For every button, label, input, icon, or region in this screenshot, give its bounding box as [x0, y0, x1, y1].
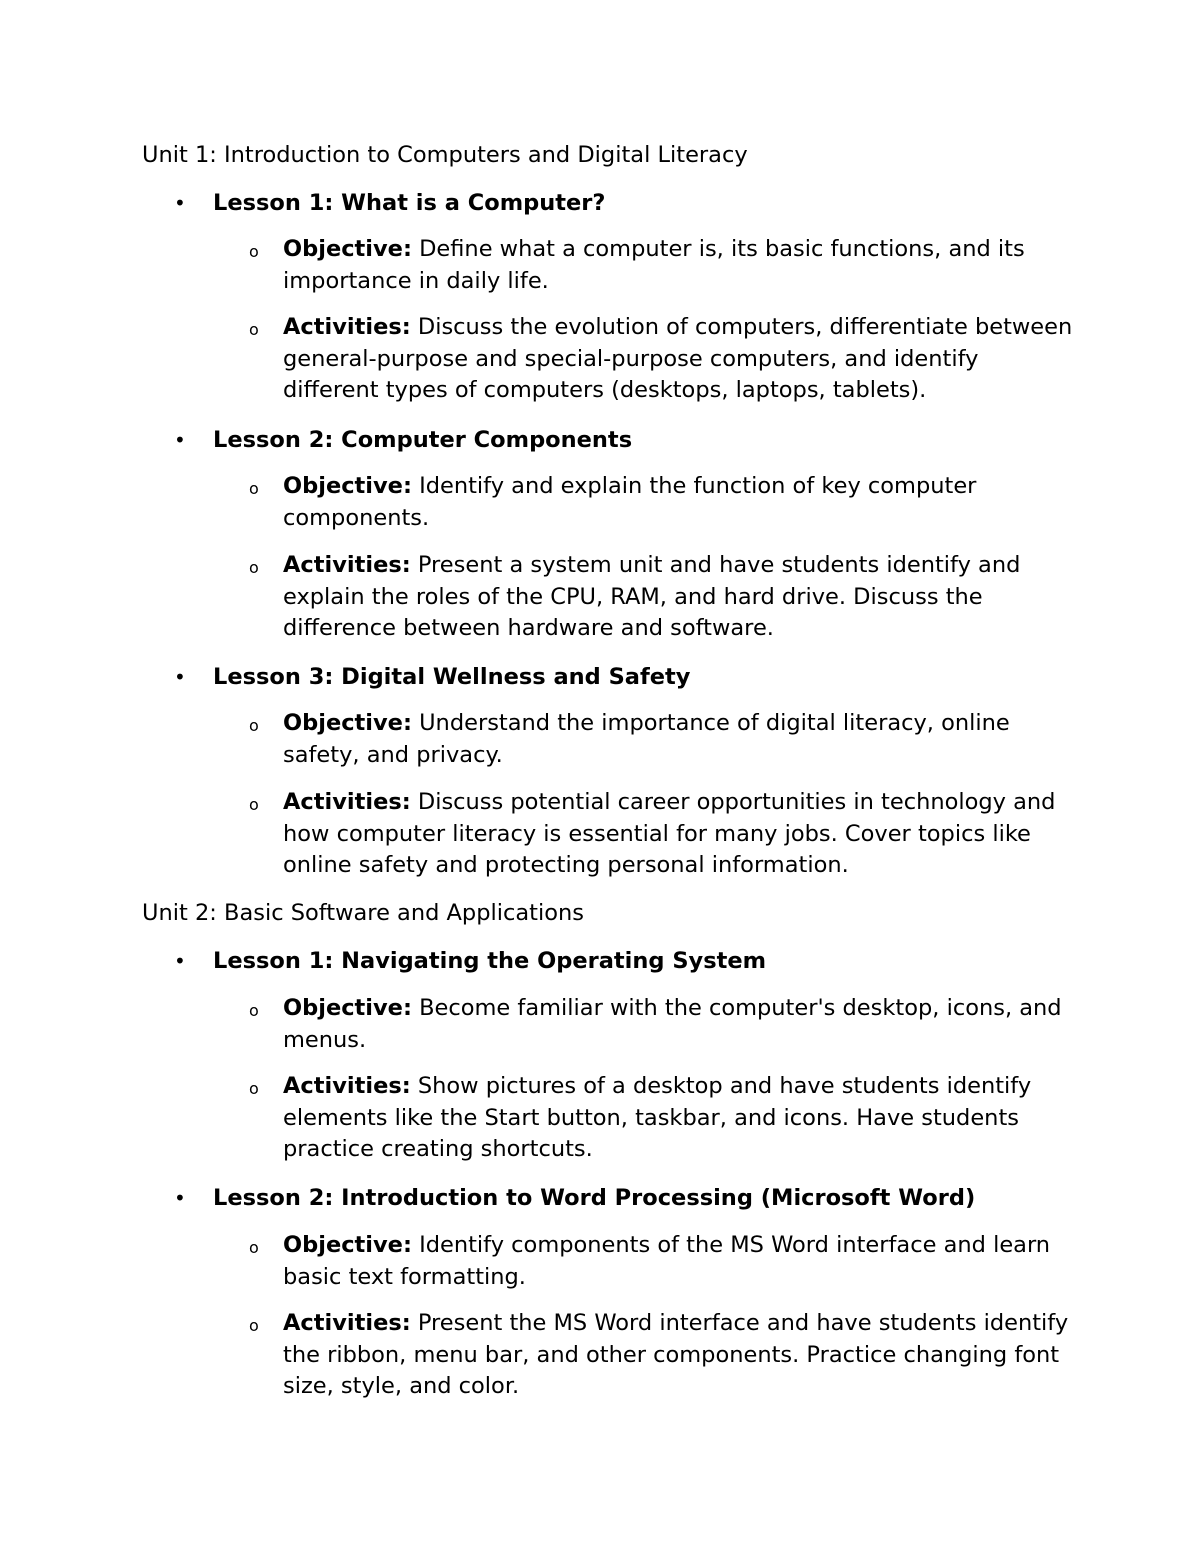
lesson-title: Lesson 1: What is a Computer?	[213, 190, 606, 216]
item-label: Objective:	[283, 710, 412, 736]
item-text	[283, 550, 1073, 645]
bullet-icon: •	[174, 428, 186, 452]
item-text	[283, 1308, 1073, 1403]
item-text	[283, 1071, 1073, 1166]
sub-bullet-icon: o	[249, 1001, 259, 1020]
item-body: Identify components of the MS Word interface and learn basic text formatting.	[283, 1232, 1051, 1290]
lesson-title: Lesson 3: Digital Wellness and Safety	[213, 664, 691, 690]
item-body: Discuss the evolution of computers, differentiate between general-purpose and special-purpose computers, and identify different types of computers (desktops, laptops, tablets).	[283, 314, 1073, 403]
bullet-icon: •	[174, 1186, 186, 1210]
item-text	[283, 787, 1073, 882]
item-text	[283, 993, 1073, 1056]
item-body: Show pictures of a desktop and have students identify elements like the Start button, taskbar, and icons. Have students practice creating shortcuts.	[283, 1073, 1032, 1162]
item-body: Discuss potential career opportunities in technology and how computer literacy is essential for many jobs. Cover topics like online safety and protecting personal information.	[283, 789, 1056, 878]
sub-bullet-icon: o	[249, 320, 259, 339]
lesson-title: Lesson 2: Computer Components	[213, 427, 633, 453]
bullet-icon: •	[174, 665, 186, 689]
item-text	[283, 234, 1073, 297]
item-label: Activities:	[283, 789, 411, 815]
item-label: Objective:	[283, 473, 412, 499]
sub-bullet-icon: o	[249, 716, 259, 735]
lesson-title: Lesson 2: Introduction to Word Processing (Microsoft Word)	[213, 1185, 976, 1211]
item-body: Present the MS Word interface and have students identify the ribbon, menu bar, and other components. Practice changing font size, style, and color.	[283, 1310, 1069, 1399]
sub-bullet-icon: o	[249, 1238, 259, 1257]
item-label: Objective:	[283, 1232, 412, 1258]
sub-bullet-icon: o	[249, 479, 259, 498]
item-body: Understand the importance of digital literacy, online safety, and privacy.	[283, 710, 1010, 768]
sub-bullet-icon: o	[249, 795, 259, 814]
item-body: Identify and explain the function of key computer components.	[283, 473, 977, 531]
item-label: Objective:	[283, 995, 412, 1021]
item-body: Present a system unit and have students identify and explain the roles of the CPU, RAM, and hard drive. Discuss the difference between hardware and software.	[283, 552, 1021, 641]
item-label: Activities:	[283, 314, 411, 340]
item-text	[283, 1230, 1073, 1293]
bullet-icon: •	[174, 949, 186, 973]
unit-2-heading: Unit 2: Basic Software and Applications	[142, 900, 584, 926]
lesson-title: Lesson 1: Navigating the Operating System	[213, 948, 767, 974]
item-text	[283, 708, 1073, 771]
unit-1-heading: Unit 1: Introduction to Computers and Digital Literacy	[142, 142, 748, 168]
sub-bullet-icon: o	[249, 1079, 259, 1098]
item-label: Objective:	[283, 236, 412, 262]
item-label: Activities:	[283, 1310, 411, 1336]
bullet-icon: •	[174, 191, 186, 215]
sub-bullet-icon: o	[249, 1316, 259, 1335]
item-body: Define what a computer is, its basic functions, and its importance in daily life.	[283, 236, 1025, 294]
item-text	[283, 312, 1073, 407]
item-label: Activities:	[283, 552, 411, 578]
item-text	[283, 471, 1073, 534]
sub-bullet-icon: o	[249, 242, 259, 261]
item-label: Activities:	[283, 1073, 411, 1099]
item-body: Become familiar with the computer's desktop, icons, and menus.	[283, 995, 1062, 1053]
sub-bullet-icon: o	[249, 558, 259, 577]
